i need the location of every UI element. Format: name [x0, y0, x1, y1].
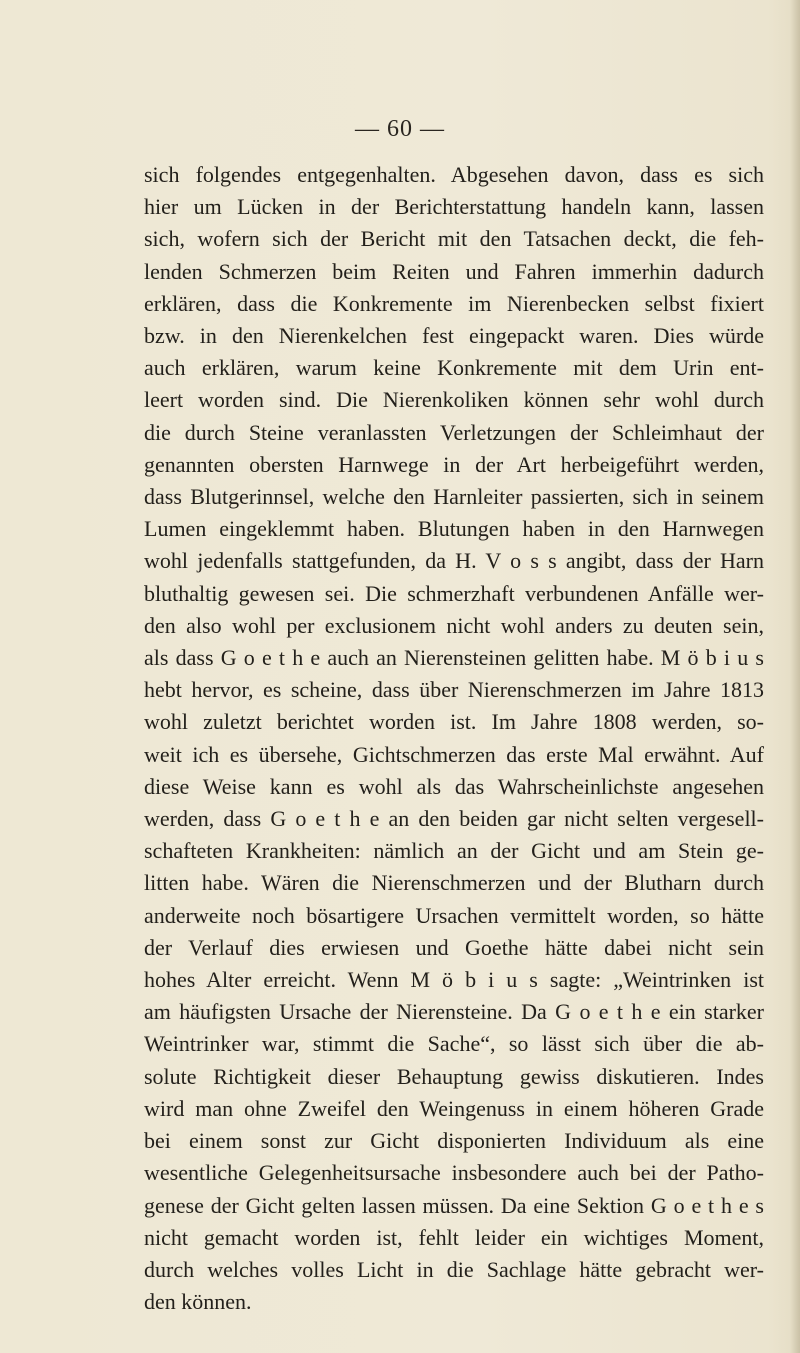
text-line: werden, dass G o e t h e an den beiden gar nicht selten vergesell-: [144, 806, 764, 832]
text-line: lenden Schmerzen beim Reiten und Fahren immerhin dadurch: [144, 258, 764, 284]
text-line: leert worden sind. Die Nierenkoliken können sehr wohl durch: [144, 387, 764, 413]
text-line: anderweite noch bösartigere Ursachen vermittelt worden, so hätte: [144, 902, 764, 928]
text-line: den können.: [144, 1289, 252, 1315]
text-line: bluthaltig gewesen sei. Die schmerzhaft verbundenen Anfälle wer-: [144, 580, 764, 606]
text-line: sich folgendes entgegenhalten. Abgesehen davon, dass es sich: [144, 162, 764, 187]
page-number: — 60 —: [355, 116, 445, 142]
text-line: den also wohl per exclusionem nicht wohl anders zu deuten sein,: [144, 612, 764, 638]
text-line: Weintrinker war, stimmt die Sache“, so lässt sich über die ab-: [144, 1031, 764, 1057]
body-text: [144, 159, 764, 1318]
text-line: durch welches volles Licht in die Sachlage hätte gebracht wer-: [144, 1256, 764, 1282]
text-line: die durch Steine veranlassten Verletzungen der Schleimhaut der: [144, 419, 764, 445]
text-line: wohl zuletzt berichtet worden ist. Im Jahre 1808 werden, so-: [144, 709, 764, 735]
text-line: als dass G o e t h e auch an Nierensteinen gelitten habe. M ö b i u s: [144, 645, 764, 671]
text-line: weit ich es übersehe, Gichtschmerzen das erste Mal erwähnt. Auf: [144, 741, 764, 767]
text-line: wesentliche Gelegenheitsursache insbesondere auch bei der Patho-: [144, 1160, 764, 1186]
text-line: hohes Alter erreicht. Wenn M ö b i u s sagte: „Weintrinken ist: [144, 967, 764, 993]
text-line: der Verlauf dies erwiesen und Goethe hätte dabei nicht sein: [144, 934, 764, 960]
text-line: bei einem sonst zur Gicht disponierten Individuum als eine: [144, 1128, 764, 1154]
text-line: bzw. in den Nierenkelchen fest eingepackt waren. Dies würde: [144, 323, 764, 349]
text-line: solute Richtigkeit dieser Behauptung gewiss diskutieren. Indes: [144, 1063, 764, 1089]
text-line: diese Weise kann es wohl als das Wahrscheinlichste angesehen: [144, 773, 764, 799]
text-line: sich, wofern sich der Bericht mit den Tatsachen deckt, die feh-: [144, 226, 764, 252]
text-line: nicht gemacht worden ist, fehlt leider ein wichtiges Moment,: [144, 1224, 764, 1250]
text-line: genannten obersten Harnwege in der Art herbeigeführt werden,: [144, 451, 764, 477]
text-line: litten habe. Wären die Nierenschmerzen und der Blutharn durch: [144, 870, 764, 896]
text-line: auch erklären, warum keine Konkremente mit dem Urin ent-: [144, 355, 764, 381]
text-line: am häufigsten Ursache der Nierensteine. Da G o e t h e ein starker: [144, 999, 764, 1025]
text-line: schafteten Krankheiten: nämlich an der Gicht und am Stein ge-: [144, 838, 764, 864]
text-line: hebt hervor, es scheine, dass über Nierenschmerzen im Jahre 1813: [144, 677, 764, 703]
text-line: dass Blutgerinnsel, welche den Harnleiter passierten, sich in seinem: [144, 484, 764, 510]
page-edge: [790, 0, 800, 1353]
text-line: wird man ohne Zweifel den Weingenuss in einem höheren Grade: [144, 1095, 764, 1121]
text-line: genese der Gicht gelten lassen müssen. Da eine Sektion G o e t h e s: [144, 1192, 764, 1218]
text-line: Lumen eingeklemmt haben. Blutungen haben in den Harnwegen: [144, 516, 764, 542]
text-line: wohl jedenfalls stattgefunden, da H. V o s s angibt, dass der Harn: [144, 548, 764, 574]
text-line: hier um Lücken in der Berichterstattung handeln kann, lassen: [144, 194, 764, 220]
text-line: erklären, dass die Konkremente im Nierenbecken selbst fixiert: [144, 290, 764, 316]
